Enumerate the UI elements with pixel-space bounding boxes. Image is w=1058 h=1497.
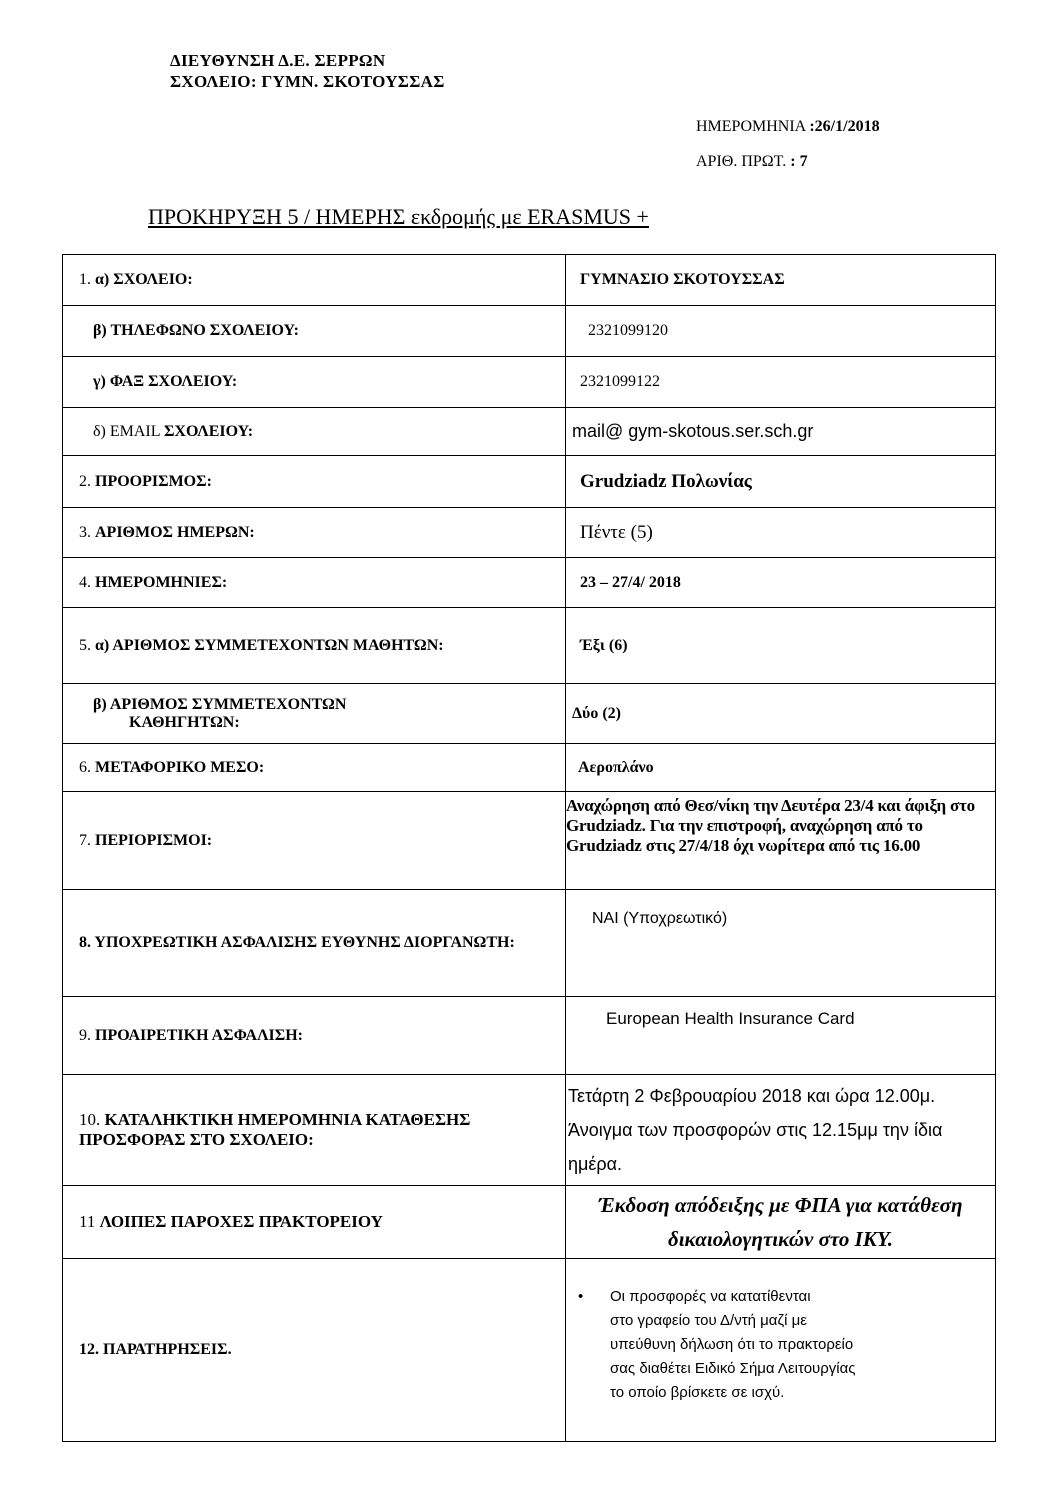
other-services-value: Έκδοση απόδειξης με ΦΠΑ για κατάθεση δικαιολογητικών στο ΙΚΥ. [566,1186,996,1259]
protocol-label: ΑΡΙΘ. ΠΡΩΤ. [696,153,791,170]
row-value: Δύο (2) [566,684,996,744]
row-value: Αεροπλάνο [566,744,996,792]
row-value: Έξι (6) [566,608,996,684]
announcement-table [62,254,996,1442]
row-value: 2321099120 [566,306,996,357]
protocol-line [696,153,808,171]
table-row [63,997,996,1075]
row-label: γ) ΦΑΞ ΣΧΟΛΕΙΟΥ: [63,357,566,408]
row-value: Grudziadz Πολωνίας [566,456,996,508]
row-label: 2. ΠΡΟΟΡΙΣΜΟΣ: [63,456,566,508]
table-row [63,1259,996,1442]
row-label: δ) EMAIL ΣΧΟΛΕΙΟΥ: [63,408,566,456]
table-row [63,357,996,408]
date-label: ΗΜΕΡΟΜΗΝΙΑ [696,118,810,135]
table-row [63,558,996,608]
table-row [63,744,996,792]
table-row [63,306,996,357]
row-value: 2321099122 [566,357,996,408]
list-item: • Οι προσφορές να κατατίθενται [566,1285,995,1309]
remarks-value [566,1259,996,1442]
row-label: 6. ΜΕΤΑΦΟΡΙΚΟ ΜΕΣΟ: [63,744,566,792]
row-label: 12. ΠΑΡΑΤΗΡΗΣΕΙΣ. [63,1259,566,1442]
table-row [63,792,996,890]
list-item: υπεύθυνη δήλωση ότι το πρακτορείο [610,1336,854,1353]
row-value: ΝΑΙ (Υποχρεωτικό) [566,890,996,997]
row-value: ΓΥΜΝΑΣΙΟ ΣΚΟΤΟΥΣΣΑΣ [566,255,996,306]
table-row [63,1186,996,1259]
table-row [63,255,996,306]
row-label: β) ΤΗΛΕΦΩΝΟ ΣΧΟΛΕΙΟΥ: [63,306,566,357]
table-row [63,608,996,684]
document-header [170,50,445,92]
row-value: Πέντε (5) [566,508,996,558]
table-row [63,890,996,997]
date-line [696,118,880,136]
table-row [63,408,996,456]
protocol-value: : 7 [790,153,808,170]
bullet-icon: • [578,1288,584,1305]
header-directorate: ΔΙΕΥΘΥΝΣΗ Δ.Ε. ΣΕΡΡΩΝ [170,51,386,70]
date-value: :26/1/2018 [809,118,880,135]
table-row [63,508,996,558]
row-label: 4. ΗΜΕΡΟΜΗΝΙΕΣ: [63,558,566,608]
deadline-value: Τετάρτη 2 Φεβρουαρίου 2018 και ώρα 12.00μ. Άνοιγμα των προσφορών στις 12.15μμ την ίδια ημέρα. [566,1075,996,1186]
row-value: European Health Insurance Card [566,997,996,1075]
row-value: 23 – 27/4/ 2018 [566,558,996,608]
list-item: το οποίο βρίσκετε σε ισχύ. [610,1384,785,1401]
document-title: ΠΡΟΚΗΡΥΞΗ 5 / ΗΜΕΡΗΣ εκδρομής με ERASMUS + [148,204,649,229]
remarks-list [566,1285,995,1405]
row-label: 1. α) ΣΧΟΛΕΙΟ: [63,255,566,306]
row-label: 9. ΠΡΟΑΙΡΕΤΙΚΗ ΑΣΦΑΛΙΣΗ: [63,997,566,1075]
list-item: στο γραφείο του Δ/ντή μαζί με [610,1312,807,1329]
list-item: σας διαθέτει Ειδικό Σήμα Λειτουργίας [610,1360,856,1377]
row-label: β) ΑΡΙΘΜΟΣ ΣΥΜΜΕΤΕΧΟΝΤΩΝ ΚΑΘΗΓΗΤΩΝ: [63,684,566,744]
table-row [63,684,996,744]
row-label: 3. ΑΡΙΘΜΟΣ ΗΜΕΡΩΝ: [63,508,566,558]
table-row [63,1075,996,1186]
restrictions-value: Αναχώρηση από Θεσ/νίκη την Δευτέρα 23/4 και άφιξη στο Grudziadz. Για την επιστροφή, αναχώρηση από το Grudziadz στις 27/4/18 όχι νωρίτερα από τις 16.00 [566,792,996,890]
header-school: ΣΧΟΛΕΙΟ: ΓΥΜΝ. ΣΚΟΤΟΥΣΣΑΣ [170,72,445,91]
row-label: 10. ΚΑΤΑΛΗΚΤΙΚΗ ΗΜΕΡΟΜΗΝΙΑ ΚΑΤΑΘΕΣΗΣ ΠΡΟΣΦΟΡΑΣ ΣΤΟ ΣΧΟΛΕΙΟ: [63,1075,566,1186]
row-label: 5. α) ΑΡΙΘΜΟΣ ΣΥΜΜΕΤΕΧΟΝΤΩΝ ΜΑΘΗΤΩΝ: [63,608,566,684]
row-label: 8. ΥΠΟΧΡΕΩΤΙΚΗ ΑΣΦΑΛΙΣΗΣ ΕΥΘΥΝΗΣ ΔΙΟΡΓΑΝΩΤΗ: [63,890,566,997]
row-label: 7. ΠΕΡΙΟΡΙΣΜΟΙ: [63,792,566,890]
email-value: mail@ gym-skotous.ser.sch.gr [566,408,996,456]
table-row [63,456,996,508]
row-label: 11 ΛΟΙΠΕΣ ΠΑΡΟΧΕΣ ΠΡΑΚΤΟΡΕΙΟΥ [63,1186,566,1259]
